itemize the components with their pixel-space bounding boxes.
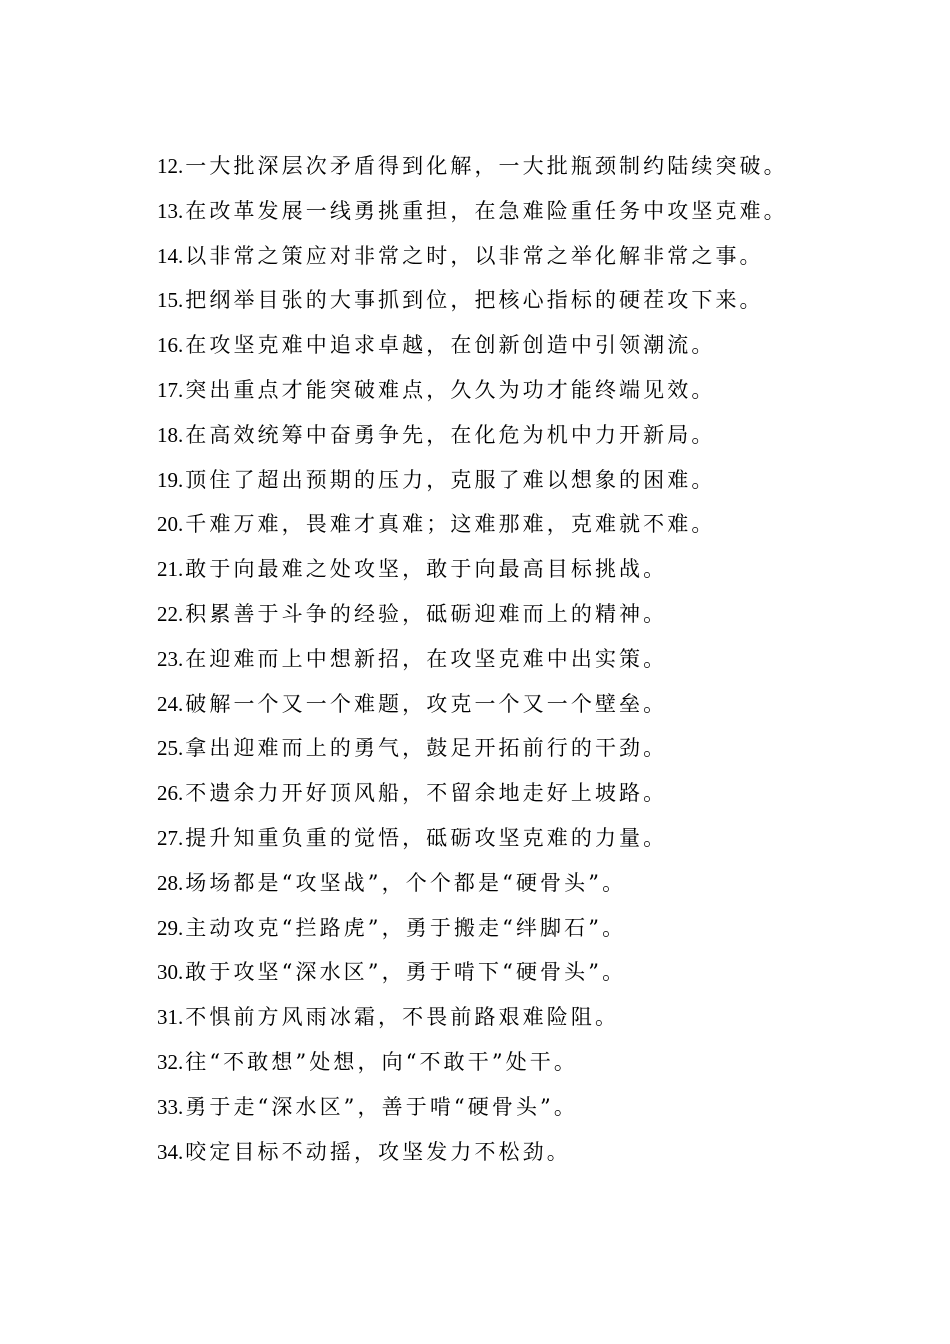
item-text: 往“不敢想”处想，向“不敢干”处干。 [185,1049,578,1074]
item-text: 以非常之策应对非常之时，以非常之举化解非常之事。 [185,243,764,268]
item-number: 13. [157,198,184,223]
item-number: 34. [157,1139,184,1164]
item-text: 场场都是“攻坚战”，个个都是“硬骨头”。 [185,870,627,895]
item-number: 23. [157,646,184,671]
item-number: 24. [157,691,184,716]
item-text: 咬定目标不动摇，攻坚发力不松劲。 [185,1139,571,1164]
item-text: 提升知重负重的觉悟，砥砺攻坚克难的力量。 [185,825,668,850]
list-item [157,502,788,547]
item-number: 25. [157,736,184,761]
list-item [157,995,788,1040]
item-number: 21. [157,557,184,582]
list-item [157,1085,788,1130]
item-text: 在改革发展一线勇挑重担，在急难险重任务中攻坚克难。 [185,198,788,223]
item-number: 15. [157,288,184,313]
list-item [157,906,788,951]
list-item [157,413,788,458]
item-number: 19. [157,467,184,492]
item-text: 一大批深层次矛盾得到化解，一大批瓶颈制约陆续突破。 [185,154,788,178]
list-item [157,547,788,592]
list-item [157,1040,788,1085]
item-number: 22. [157,601,184,626]
list-item [157,1130,788,1175]
item-text: 在高效统筹中奋勇争先，在化危为机中力开新局。 [185,422,716,447]
list-item [157,278,788,323]
item-text: 敢于攻坚“深水区”，勇于啃下“硬骨头”。 [185,960,627,985]
list-item [157,458,788,503]
item-number: 32. [157,1049,184,1074]
list-item [157,950,788,995]
item-number: 17. [157,377,184,402]
item-text: 拿出迎难而上的勇气，鼓足开拓前行的干劲。 [185,736,668,761]
item-text: 不惧前方风雨冰霜，不畏前路艰难险阻。 [185,1005,620,1030]
numbered-list [157,144,788,1174]
list-item [157,592,788,637]
list-item [157,682,788,727]
item-number: 31. [157,1005,184,1030]
item-number: 20. [157,512,184,537]
list-item [157,861,788,906]
item-text: 突出重点才能突破难点，久久为功才能终端见效。 [185,377,716,402]
item-text: 在攻坚克难中追求卓越，在创新创造中引领潮流。 [185,333,716,358]
item-number: 16. [157,333,184,358]
list-item [157,189,788,234]
item-number: 29. [157,915,184,940]
item-number: 27. [157,825,184,850]
list-item [157,144,788,189]
list-item [157,368,788,413]
item-text: 主动攻克“拦路虎”，勇于搬走“绊脚石”。 [185,915,627,940]
item-text: 破解一个又一个难题，攻克一个又一个壁垒。 [185,691,668,716]
item-text: 在迎难而上中想新招，在攻坚克难中出实策。 [185,646,668,671]
item-text: 顶住了超出预期的压力，克服了难以想象的困难。 [185,467,716,492]
item-text: 千难万难，畏难才真难；这难那难，克难就不难。 [185,512,716,537]
item-number: 30. [157,960,184,985]
item-number: 28. [157,870,184,895]
item-number: 33. [157,1094,184,1119]
item-text: 勇于走“深水区”，善于啃“硬骨头”。 [185,1094,578,1119]
item-number: 14. [157,243,184,268]
item-text: 不遗余力开好顶风船，不留余地走好上坡路。 [185,781,668,806]
list-item [157,726,788,771]
item-number: 12. [157,154,184,178]
item-number: 26. [157,781,184,806]
item-number: 18. [157,422,184,447]
item-text: 把纲举目张的大事抓到位，把核心指标的硬茬攻下来。 [185,288,764,313]
item-text: 敢于向最难之处攻坚，敢于向最高目标挑战。 [185,557,668,582]
list-item [157,637,788,682]
list-item [157,816,788,861]
list-item [157,234,788,279]
list-item [157,771,788,816]
list-item [157,323,788,368]
item-text: 积累善于斗争的经验，砥砺迎难而上的精神。 [185,601,668,626]
